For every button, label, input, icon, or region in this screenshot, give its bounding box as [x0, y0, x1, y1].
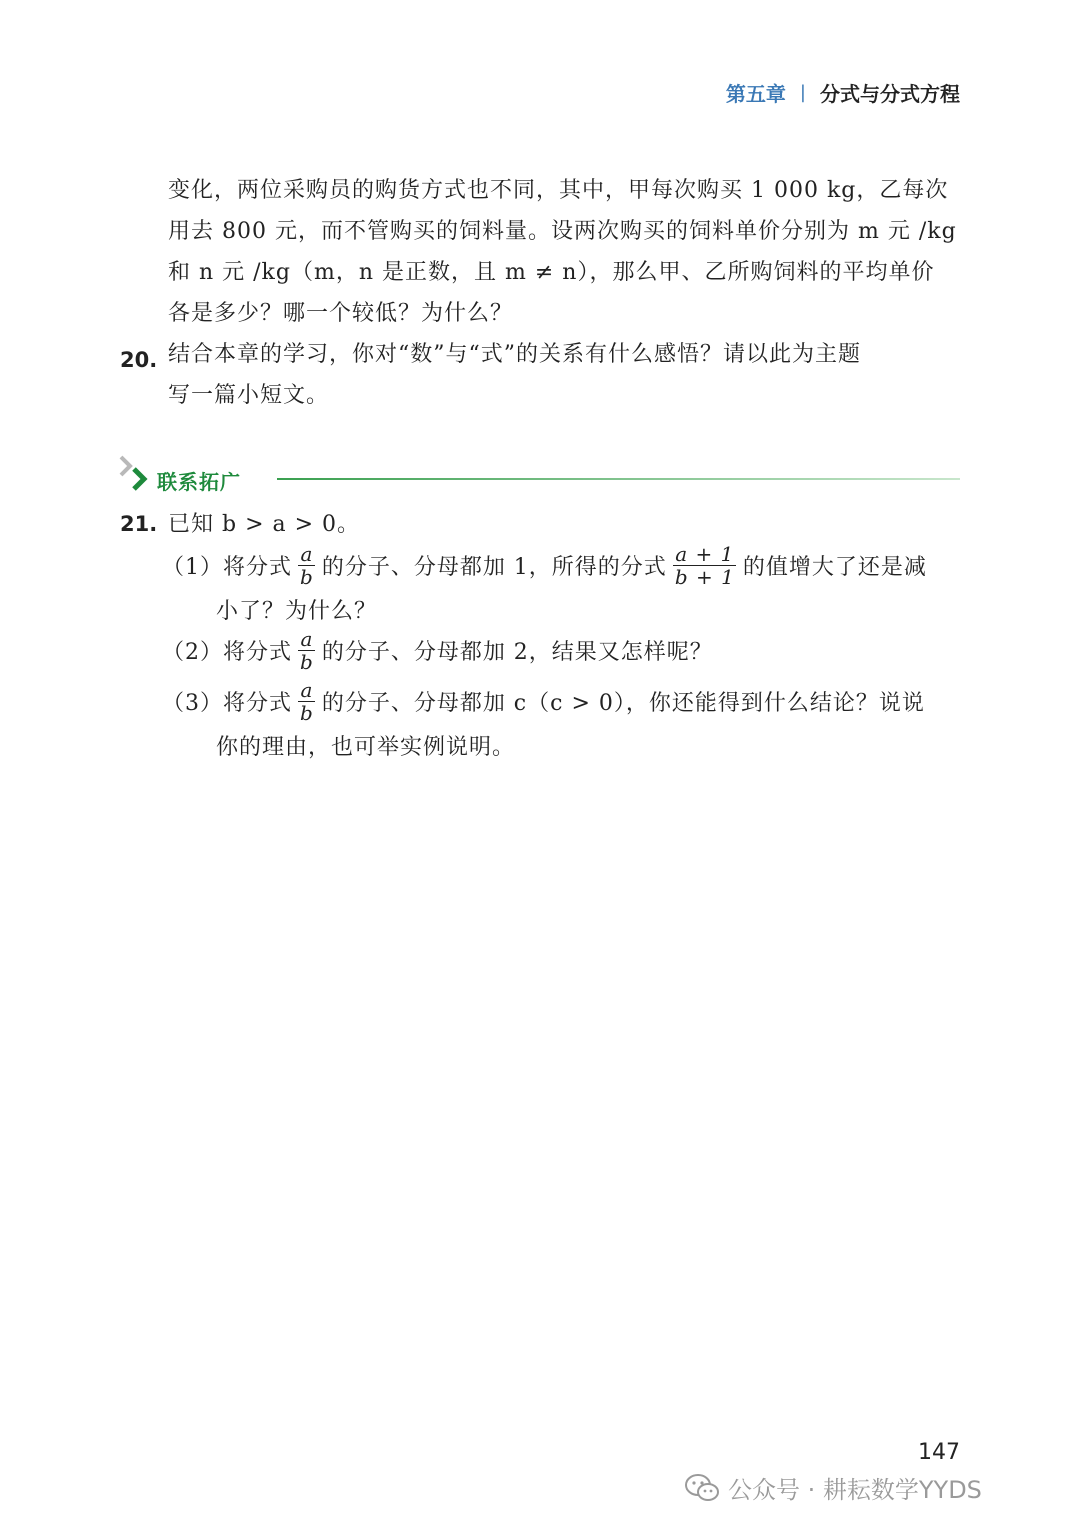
fraction-numerator: a [300, 541, 314, 566]
q19-line-1: 变化，两位采购员的购货方式也不同，其中，甲每次购买 1 000 kg，乙每次 [168, 178, 949, 203]
q19-line-3: 和 n 元 /kg（m，n 是正数，且 m ≠ n），那么甲、乙所购饲料的平均单价 [168, 260, 935, 285]
page-header [726, 78, 960, 107]
chapter-title: 分式与分式方程 [820, 82, 960, 106]
fraction-denominator: b [300, 700, 314, 725]
q21-part-1-line-2: 小了？为什么？ [216, 598, 378, 624]
q19-line-4: 各是多少？哪一个较低？为什么？ [168, 301, 514, 326]
q21-part-1-mid: 的分子、分母都加 1，所得的分式 [321, 554, 667, 580]
question-20-number: 20. [120, 348, 158, 372]
q21-part-3-line-1 [162, 679, 962, 723]
q21-part-3-rest: 的分子、分母都加 c（c > 0），你还能得到什么结论？说说 [321, 690, 925, 716]
section-divider [277, 478, 960, 480]
header-separator: | [799, 82, 806, 103]
question-21-stem [168, 500, 968, 544]
q21-part-1 [162, 543, 962, 631]
fraction-numerator: a [300, 677, 314, 702]
page-number: 147 [918, 1440, 960, 1465]
chapter-label: 第五章 [725, 82, 786, 106]
q21-part-1-label: （1）将分式 [162, 554, 292, 580]
q21-part-1-line-1 [162, 543, 962, 587]
chevron-right-icon [129, 465, 151, 493]
fraction-denominator: b + 1 [674, 564, 735, 589]
watermark-text: 公众号 · 耕耘数学YYDS [728, 1476, 982, 1504]
q21-part-2-line-1 [162, 628, 962, 672]
fraction-denominator: b [300, 564, 314, 589]
fraction-a-over-b [298, 628, 316, 673]
q21-part-2-rest: 的分子、分母都加 2，结果又怎样呢？ [321, 639, 713, 665]
question-20 [168, 334, 963, 416]
q21-part-3-line-2: 你的理由，也可举实例说明。 [216, 734, 516, 760]
fraction-a-over-b [298, 679, 316, 724]
q21-part-3 [162, 679, 962, 767]
q21-part-3-label: （3）将分式 [162, 690, 292, 716]
question-21-number: 21. [120, 512, 158, 536]
q20-line-1: 结合本章的学习，你对“数”与“式”的关系有什么感悟？请以此为主题 [168, 342, 861, 367]
fraction-a-over-b [298, 543, 316, 588]
question-19-continued [168, 170, 963, 334]
fraction-denominator: b [300, 649, 314, 674]
wechat-icon [684, 1473, 720, 1503]
q21-part-1-end: 的值增大了还是减 [742, 554, 927, 580]
q21-part-2 [162, 628, 962, 672]
fraction-a1-over-b1 [673, 543, 737, 588]
section-heading [117, 454, 960, 498]
section-title: 联系拓广 [157, 470, 241, 494]
q21-part-2-label: （2）将分式 [162, 639, 292, 665]
watermark [684, 1470, 982, 1505]
q19-line-2: 用去 800 元，而不管购买的饲料量。设两次购买的饲料单价分别为 m 元 /kg [168, 219, 957, 244]
q20-line-2: 写一篇小短文。 [168, 383, 330, 408]
fraction-numerator: a + 1 [675, 541, 735, 566]
fraction-numerator: a [300, 626, 314, 651]
q21-stem-line: 已知 b > a > 0。 [168, 511, 361, 537]
